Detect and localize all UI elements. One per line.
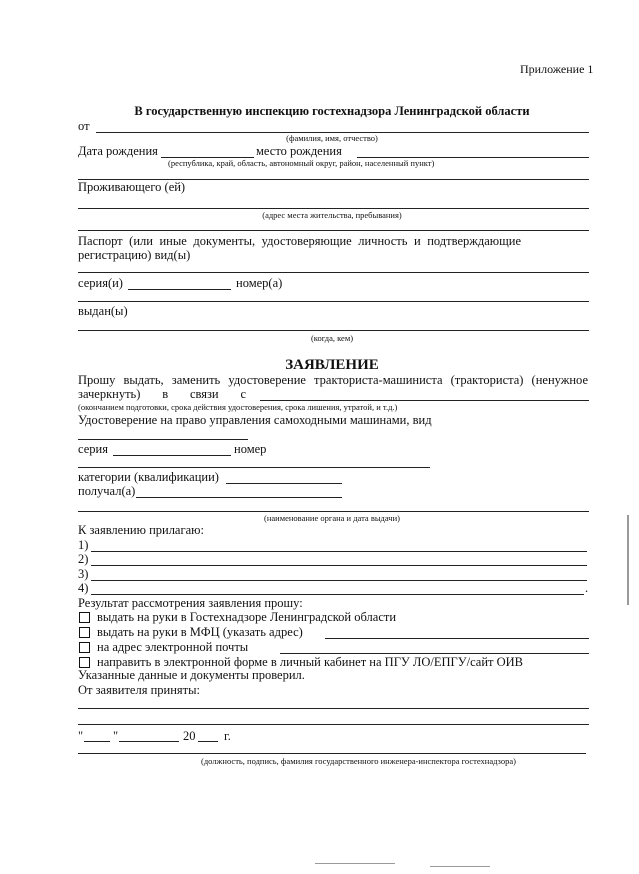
date-year-field[interactable]	[198, 741, 218, 742]
attach-item-2-label: 2)	[78, 552, 89, 566]
result-label: Результат рассмотрения заявления прошу:	[78, 596, 303, 610]
date-open-quote: "	[78, 729, 84, 743]
scan-edge-mark	[627, 515, 629, 605]
statement-line1: Прошу выдать, заменить удостоверение тракториста-машиниста (тракториста) (ненужное	[78, 373, 588, 387]
option-mfc-checkbox[interactable]	[79, 627, 90, 638]
number-field[interactable]	[78, 301, 589, 302]
option-gtn-checkbox[interactable]	[79, 612, 90, 623]
when-hint: (когда, кем)	[310, 333, 354, 343]
series-field[interactable]	[128, 289, 231, 290]
option-email-label: на адрес электронной почты	[97, 640, 249, 654]
birth-place-label: место рождения	[256, 144, 342, 158]
scan-edge-mark	[430, 866, 490, 867]
categories-label: категории (квалификации)	[78, 470, 219, 484]
issued-label: выдан(ы)	[78, 304, 128, 318]
checked-text: Указанные данные и документы проверил.	[78, 668, 305, 682]
address-field-2[interactable]	[78, 230, 589, 231]
mfc-address-field[interactable]	[325, 638, 589, 639]
option-email-checkbox[interactable]	[79, 642, 90, 653]
birth-date-label: Дата рождения	[78, 144, 158, 158]
reason-field[interactable]	[260, 400, 589, 401]
license-type-field[interactable]	[78, 439, 248, 440]
passport-text-line1: Паспорт (или иные документы, удостоверяющие личность и подтверждающие	[78, 234, 521, 248]
residing-label: Проживающего (ей)	[78, 180, 186, 194]
date-month-field[interactable]	[119, 741, 179, 742]
passport-text-line2: регистрацию) вид(ы)	[78, 248, 191, 262]
date-close-quote: "	[113, 729, 119, 743]
address-field[interactable]	[78, 208, 589, 209]
date-day-field[interactable]	[84, 741, 110, 742]
attach-item-2-field[interactable]	[91, 565, 587, 566]
received-field[interactable]	[136, 497, 342, 498]
reason-hint: (окончанием подготовки, срока действия удостоверения, срока лишения, утратой, и т.д.)	[78, 402, 398, 412]
series-label: серия(и)	[78, 276, 123, 290]
number-label: номер(а)	[236, 276, 283, 290]
attach-item-4-label: 4)	[78, 581, 89, 595]
option-portal-label: направить в электронной форме в личный кабинет на ПГУ ЛО/ЕПГУ/сайт ОИВ	[97, 655, 524, 669]
license-number-field[interactable]	[78, 467, 430, 468]
option-portal-checkbox[interactable]	[79, 657, 90, 668]
statement-line2: зачеркнуть) в связи с	[78, 387, 246, 401]
option-gtn-label: выдать на руки в Гостехнадзоре Ленинградской области	[97, 610, 397, 624]
birth-place-hint: (республика, край, область, автономный округ, район, населенный пункт)	[168, 158, 435, 168]
license-number-label: номер	[234, 442, 267, 456]
statement-title: ЗАЯВЛЕНИЕ	[285, 357, 379, 373]
date-year-suffix: г.	[224, 729, 231, 743]
attach-item-end: .	[585, 581, 589, 595]
attach-label: К заявлению прилагаю:	[78, 523, 204, 537]
organ-field[interactable]	[78, 511, 589, 512]
license-label: Удостоверение на право управления самоходными машинами, вид	[78, 413, 432, 427]
address-hint: (адрес места жительства, пребывания)	[262, 210, 402, 220]
accepted-text: От заявителя приняты:	[78, 683, 200, 697]
attach-item-1-label: 1)	[78, 538, 89, 552]
signature-field[interactable]	[78, 753, 586, 754]
categories-field[interactable]	[226, 483, 342, 484]
from-label: от	[78, 119, 90, 133]
option-mfc-label: выдать на руки в МФЦ (указать адрес)	[97, 625, 303, 639]
license-series-label: серия	[78, 442, 108, 456]
attach-item-3-label: 3)	[78, 567, 89, 581]
organ-hint: (наименование органа и дата выдачи)	[264, 513, 400, 523]
fio-hint: (фамилия, имя, отчество)	[286, 133, 378, 143]
accepted-field-1[interactable]	[78, 708, 589, 709]
appendix-label: Приложение 1	[520, 62, 594, 76]
page-title: В государственную инспекцию гостехнадзора Ленинградской области	[134, 104, 530, 118]
attach-item-3-field[interactable]	[91, 580, 587, 581]
license-series-field[interactable]	[113, 455, 231, 456]
email-field[interactable]	[280, 653, 589, 654]
date-year-prefix: 20	[183, 729, 196, 743]
accepted-field-2[interactable]	[78, 724, 589, 725]
signature-hint: (должность, подпись, фамилия государственного инженера-инспектора гостехнадзора)	[201, 756, 516, 766]
attach-item-4-field[interactable]	[91, 594, 584, 595]
received-label: получал(а)	[78, 484, 136, 498]
scan-edge-mark	[315, 863, 395, 864]
issued-field[interactable]	[78, 330, 589, 331]
passport-type-field[interactable]	[78, 272, 589, 273]
attach-item-1-field[interactable]	[91, 551, 587, 552]
